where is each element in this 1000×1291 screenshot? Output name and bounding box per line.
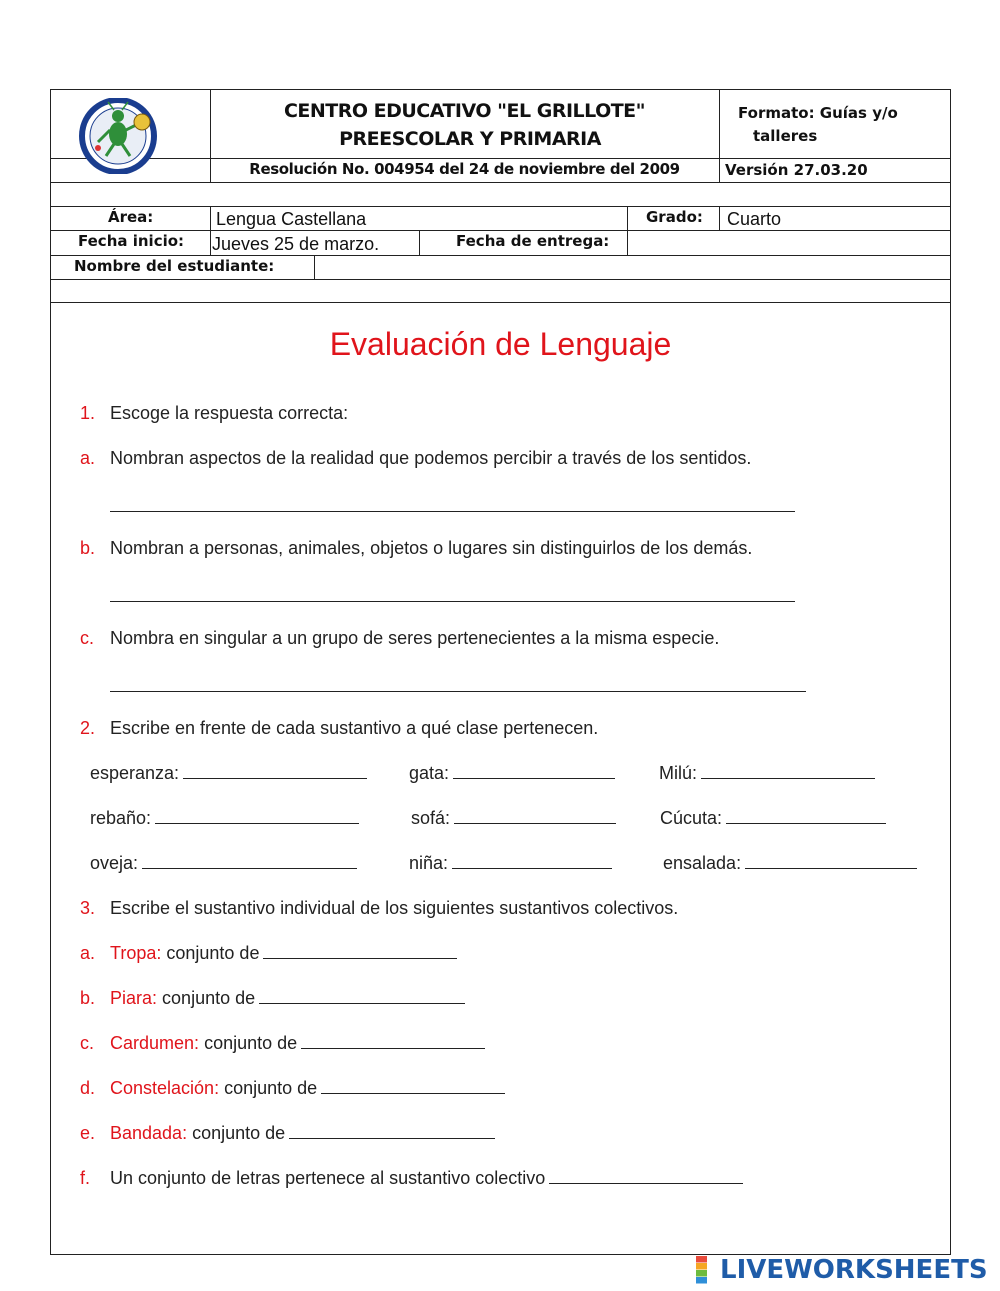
item-text: conjunto de: [166, 943, 260, 963]
noun-word: rebaño:: [90, 808, 152, 828]
answer-blank[interactable]: [155, 809, 359, 824]
area-label: Área:: [108, 208, 154, 226]
noun-word: Cúcuta:: [660, 808, 723, 828]
table-divider: [50, 255, 951, 256]
noun-item: [660, 808, 886, 829]
question-3: [80, 898, 678, 919]
table-divider: [719, 89, 720, 182]
area-value[interactable]: Lengua Castellana: [216, 209, 367, 229]
format-label: Formato: Guías y/o: [738, 104, 898, 122]
question-1-item-c: [80, 628, 719, 649]
answer-blank[interactable]: [263, 944, 457, 959]
noun-word: sofá:: [411, 808, 451, 828]
noun-item: [659, 763, 875, 784]
table-divider: [50, 279, 951, 280]
collective-term: Piara:: [110, 988, 158, 1008]
live-badge-icon: [696, 1256, 720, 1284]
student-name-label: Nombre del estudiante:: [74, 257, 275, 275]
item-letter: c.: [80, 628, 95, 648]
item-text: Nombran aspectos de la realidad que podemos percibir a través de los sentidos.: [110, 448, 752, 468]
answer-line-1c[interactable]: [110, 691, 806, 692]
collective-item-e: [80, 1123, 495, 1144]
table-divider: [210, 206, 211, 255]
answer-line-1a[interactable]: [110, 511, 795, 512]
liveworksheets-watermark: [696, 1254, 988, 1286]
item-text: Nombran a personas, animales, objetos o lugares sin distinguirlos de los demás.: [110, 538, 753, 558]
item-letter: a.: [80, 943, 96, 963]
noun-item: [409, 763, 615, 784]
due-date-input[interactable]: [634, 232, 946, 252]
student-name-input[interactable]: [320, 257, 945, 277]
noun-item: [90, 808, 359, 829]
format-label-cont: talleres: [753, 127, 818, 145]
grade-label: Grado:: [646, 208, 703, 226]
answer-blank[interactable]: [452, 854, 612, 869]
table-divider: [719, 206, 720, 230]
brand-name: LIVEWORKSHEETS: [720, 1255, 988, 1285]
noun-item: [663, 853, 917, 874]
question-1-item-b: [80, 538, 752, 559]
noun-word: niña:: [409, 853, 449, 873]
question-text: Escribe en frente de cada sustantivo a qué clase pertenecen.: [110, 718, 599, 738]
start-date-label: Fecha inicio:: [78, 232, 185, 250]
question-number: 3.: [80, 898, 96, 918]
collective-item-a: [80, 943, 457, 964]
noun-item: [411, 808, 616, 829]
item-text: conjunto de: [192, 1123, 286, 1143]
noun-word: gata:: [409, 763, 450, 783]
item-letter: e.: [80, 1123, 96, 1143]
collective-item-d: [80, 1078, 505, 1099]
collective-term: Tropa:: [110, 943, 162, 963]
answer-blank[interactable]: [745, 854, 917, 869]
answer-blank[interactable]: [259, 989, 465, 1004]
question-1: [80, 403, 348, 424]
item-text: conjunto de: [224, 1078, 318, 1098]
answer-blank[interactable]: [183, 764, 367, 779]
table-divider: [50, 158, 951, 159]
table-divider: [627, 206, 628, 255]
question-number: 2.: [80, 718, 96, 738]
table-divider: [50, 302, 951, 303]
answer-blank[interactable]: [701, 764, 875, 779]
item-text: Un conjunto de letras pertenece al sustantivo colectivo: [110, 1168, 546, 1188]
noun-word: ensalada:: [663, 853, 742, 873]
school-logo: [68, 98, 168, 174]
collective-item-b: [80, 988, 465, 1009]
question-number: 1.: [80, 403, 96, 423]
table-divider: [314, 255, 315, 279]
grade-value[interactable]: Cuarto: [727, 209, 782, 229]
collective-item-f: [80, 1168, 743, 1189]
answer-blank[interactable]: [549, 1169, 743, 1184]
table-divider: [50, 230, 951, 231]
collective-term: Constelación:: [110, 1078, 220, 1098]
answer-blank[interactable]: [454, 809, 616, 824]
item-letter: d.: [80, 1078, 96, 1098]
collective-term: Bandada:: [110, 1123, 188, 1143]
question-text: Escoge la respuesta correcta:: [110, 403, 349, 423]
version-text: Versión 27.03.20: [725, 161, 868, 179]
noun-item: [90, 763, 367, 784]
answer-blank[interactable]: [289, 1124, 495, 1139]
table-divider: [419, 230, 420, 255]
worksheet-title: Evaluación de Lenguaje: [329, 326, 672, 362]
item-letter: b.: [80, 988, 96, 1008]
item-letter: f.: [80, 1168, 91, 1188]
item-text: conjunto de: [204, 1033, 298, 1053]
question-1-item-a: [80, 448, 751, 469]
noun-word: esperanza:: [90, 763, 180, 783]
resolution-text: Resolución No. 004954 del 24 de noviembre del 2009: [249, 160, 680, 178]
question-text: Escribe el sustantivo individual de los siguientes sustantivos colectivos.: [110, 898, 679, 918]
due-date-label: Fecha de entrega:: [456, 232, 610, 250]
item-text: Nombra en singular a un grupo de seres pertenecientes a la misma especie.: [110, 628, 720, 648]
question-2: [80, 718, 598, 739]
answer-blank[interactable]: [321, 1079, 505, 1094]
noun-item: [90, 853, 357, 874]
noun-word: Milú:: [659, 763, 698, 783]
item-letter: a.: [80, 448, 96, 468]
collective-term: Cardumen:: [110, 1033, 200, 1053]
answer-blank[interactable]: [453, 764, 615, 779]
answer-blank[interactable]: [142, 854, 357, 869]
noun-item: [409, 853, 612, 874]
item-letter: b.: [80, 538, 96, 558]
school-name: CENTRO EDUCATIVO "EL GRILLOTE": [283, 100, 646, 122]
item-text: conjunto de: [162, 988, 256, 1008]
collective-item-c: [80, 1033, 485, 1054]
table-divider: [50, 206, 951, 207]
school-level: PREESCOLAR Y PRIMARIA: [339, 128, 601, 150]
answer-blank[interactable]: [726, 809, 886, 824]
noun-word: oveja:: [90, 853, 139, 873]
item-letter: c.: [80, 1033, 95, 1053]
answer-blank[interactable]: [301, 1034, 485, 1049]
answer-line-1b[interactable]: [110, 601, 795, 602]
start-date-value[interactable]: Jueves 25 de marzo.: [212, 234, 380, 254]
table-divider: [50, 182, 951, 183]
